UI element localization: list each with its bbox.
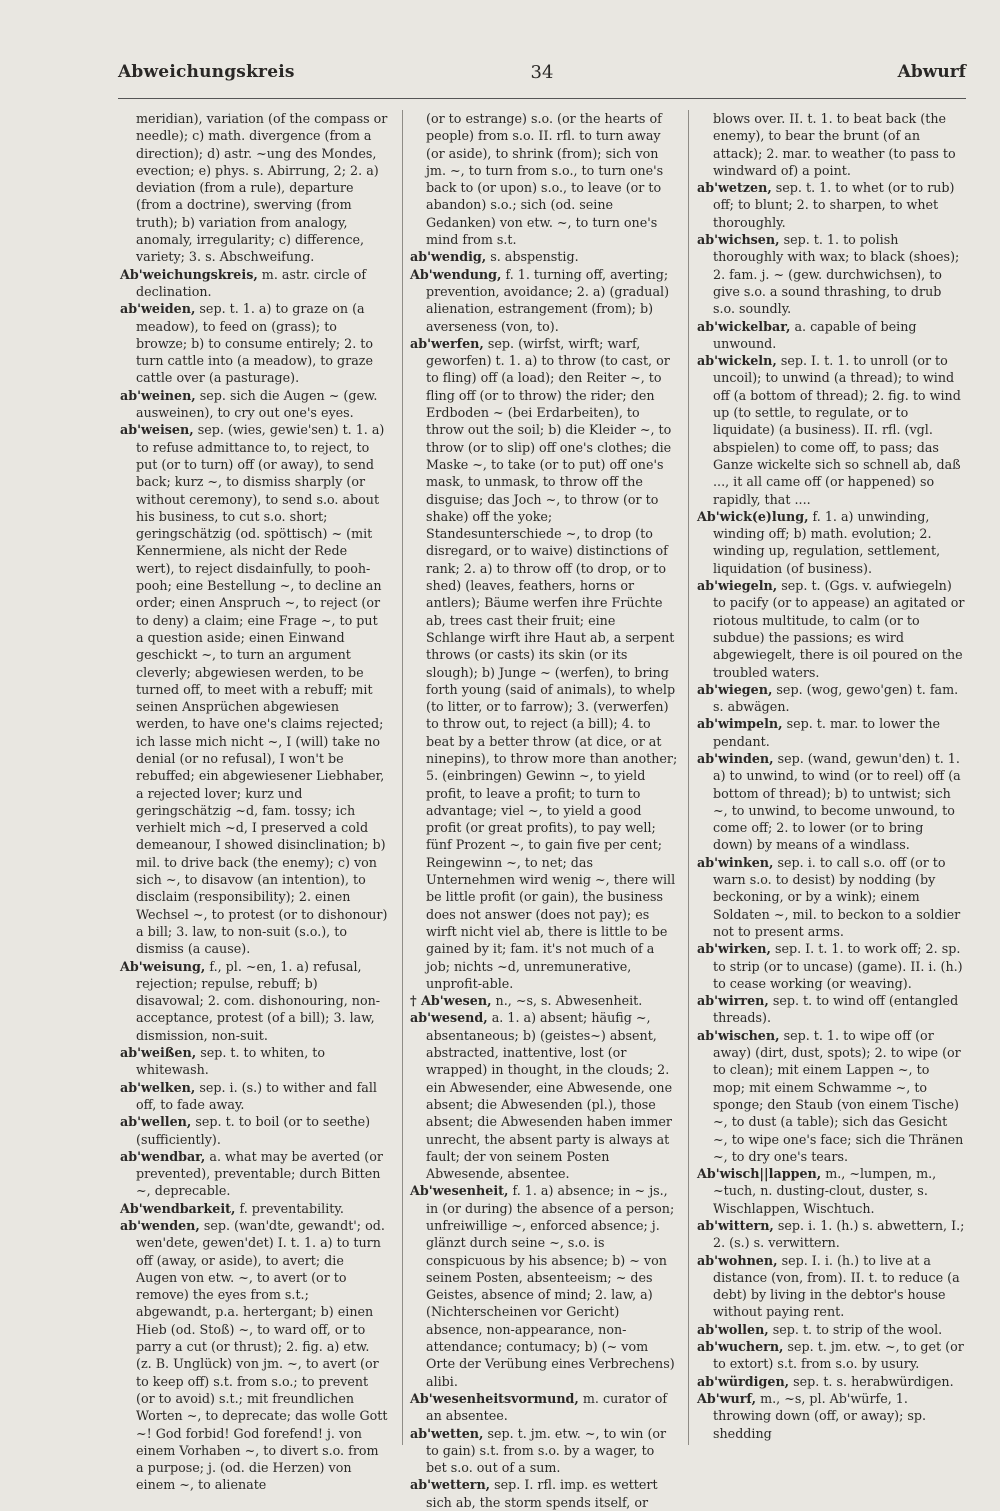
header-rule bbox=[118, 98, 966, 99]
dictionary-entry bbox=[697, 1321, 965, 1338]
entry-definition: m., ~lumpen, m., ~tuch, n. dusting-clout, duster, s. Wischlappen, Wischtuch. bbox=[713, 1166, 937, 1216]
entry-continuation bbox=[120, 110, 388, 266]
column-divider bbox=[402, 110, 403, 1445]
entry-definition: sep. t. 1. to whet (or to rub) off; to blunt; 2. to sharpen, to whet thoroughly. bbox=[713, 180, 955, 230]
page-header bbox=[118, 62, 966, 92]
dictionary-entry bbox=[697, 577, 965, 681]
entry-headword: ab'wickeln, bbox=[697, 353, 777, 369]
running-head-right: Abwurf bbox=[897, 62, 966, 82]
entry-headword: ab'wendig, bbox=[410, 249, 487, 265]
entry-headword: ab'werfen, bbox=[410, 335, 484, 351]
dictionary-entry bbox=[410, 992, 678, 1009]
entry-definition: meridian), variation (of the compass or needle); c) math. divergence (from a direction); d) astr. ~ung des Mondes, evection; e) phys. s. Abirrung, 2; 2. a) deviation (from a rule), departure (from a doctrine), swerving (from truth); b) variation from analogy, anomaly, irregularity; c) difference, variety; 3. s. Abschweifung. bbox=[136, 111, 388, 265]
dictionary-entry bbox=[697, 352, 965, 508]
dictionary-entry bbox=[697, 940, 965, 992]
dictionary-entry bbox=[120, 421, 388, 957]
entry-definition: sep. t. 1. a) to graze on (a meadow), to feed on (grass); to browze; b) to consume entirely; 2. to turn cattle into (a meadow), to graze cattle over (a pasturage). bbox=[136, 301, 374, 386]
entry-definition: sep. t. to strip of the wool. bbox=[768, 1321, 943, 1337]
entry-headword: Ab'wick(e)lung, bbox=[697, 508, 809, 524]
dictionary-entry bbox=[697, 750, 965, 854]
entry-headword: ab'wohnen, bbox=[697, 1252, 778, 1268]
entry-headword: ab'wichsen, bbox=[697, 232, 780, 248]
dictionary-entry bbox=[697, 992, 965, 1027]
entry-definition: m., ~s, pl. Ab'würfe, 1. throwing down (off, or away); sp. shedding bbox=[713, 1390, 927, 1441]
entry-headword: † Ab'wesen, bbox=[410, 993, 492, 1009]
dictionary-entry bbox=[120, 266, 388, 301]
dictionary-entry bbox=[120, 1200, 388, 1217]
entry-definition: sep. (wand, gewun'den) t. 1. a) to unwind, to wind (or to reel) off (a bottom of thread); b) to untwist; sich ~, to unwind, to become unwound, to come off; 2. to lower (or to bring down) by means of a windlass. bbox=[713, 750, 961, 853]
dictionary-entry bbox=[120, 1217, 388, 1494]
entry-definition: sep. (wies, gewie'sen) t. 1. a) to refuse admittance to, to reject, to put (or to turn) off (or away), to send back; kurz ~, to dismiss sharply (or without ceremony), to send s.o. about his business, to cut s.o. short; geringschätzig (od. spöttisch) ~ (mit Kennermiene, als nicht der Rede wert), to reject disdainfully, to pooh-pooh; eine Bestellung ~, to decline an order; einen Anspruch ~, to reject (or to deny) a claim; eine Frage ~, to put a question aside; einen Einwand geschickt ~, to turn an argument cleverly; abgewiesen werden, to be turned off, to meet with a rebuff; mit seinen Ansprüchen abgewiesen werden, to have one's claims rejected; ich lasse mich nicht ~, I (will) take no denial (or no refusal), I won't be rebuffed; ein abgewiesener Liebhaber, a rejected lover; kurz und geringschätzig ~d, fam. tossy; ich verhielt mich ~d, I preserved a cold demeanour, I showed disinclination; b) mil. to drive back (the enemy); c) von sich ~, to disavow (an intention), to disclaim (responsibility); 2. einen Wechsel ~, to protest (or to dishonour) a bill; 3. law, to non-suit (s.o.), to dismiss (a cause). bbox=[136, 422, 388, 957]
entry-headword: ab'würdigen, bbox=[697, 1373, 790, 1389]
entry-definition: sep. (wog, gewo'gen) t. fam. s. abwägen. bbox=[713, 681, 959, 715]
dictionary-entry bbox=[410, 266, 678, 335]
entry-definition: sep. t. 1. to polish thoroughly with wax; to black (shoes); 2. fam. j. ~ (gew. durchwichsen), to give s.o. a sound thrashing, to drub s.o. soundly. bbox=[713, 232, 960, 317]
dictionary-entry bbox=[120, 300, 388, 386]
dictionary-entry bbox=[697, 318, 965, 353]
running-head-left: Abweichungskreis bbox=[118, 62, 295, 82]
entry-headword: ab'wirren, bbox=[697, 993, 769, 1009]
entry-definition: sep. sich die Augen ~ (gew. ausweinen), to cry out one's eyes. bbox=[136, 387, 378, 421]
entry-headword: Ab'wendbarkeit, bbox=[120, 1200, 236, 1216]
dictionary-entry bbox=[697, 179, 965, 231]
entry-headword: Ab'wurf, bbox=[697, 1390, 757, 1406]
entry-definition: (or to estrange) s.o. (or the hearts of people) from s.o. II. rfl. to turn away (or aside), to shrink (from); sich von jm. ~, to turn from s.o., to turn one's back to (or upon) s.o., to leave (or to abandon) s.o.; sich (od. seine Gedanken) von etw. ~, to turn one's mind from s.t. bbox=[426, 111, 664, 248]
column-2 bbox=[410, 110, 678, 1510]
entry-headword: ab'wittern, bbox=[697, 1218, 774, 1233]
dictionary-entry bbox=[120, 958, 388, 1044]
entry-headword: ab'wischen, bbox=[697, 1027, 780, 1043]
entry-definition: m. curator of an absentee. bbox=[426, 1390, 668, 1424]
entry-headword: ab'winden, bbox=[697, 750, 774, 766]
dictionary-entry bbox=[410, 335, 678, 992]
entry-definition: sep. t. to whiten, to whitewash. bbox=[136, 1045, 326, 1078]
dictionary-entry bbox=[697, 1338, 965, 1373]
entry-definition: sep. (wan'dte, gewandt'; od. wen'dete, gewen'det) I. t. 1. a) to turn off (away, or aside), to avert; die Augen von etw. ~, to avert (or to remove) the eyes from s.t.; abgewandt, p.a. hertergant; b) einen Hieb (od. Stoß) ~, to ward off, or to parry a cut (or thrust); 2. fig. a) etw. (z. B. Unglück) von jm. ~, to avert (or to keep off) s.t. from s.o.; to prevent (or to avoid) s.t.; mit freundlichen Worten ~, to deprecate; das wolle Gott ~! God forbid! God forefend! j. von einem Vorhaben ~, to divert s.o. from a purpose; j. (od. die Herzen) von einem ~, to alienate bbox=[136, 1218, 388, 1493]
entry-headword: ab'wimpeln, bbox=[697, 716, 783, 732]
entry-headword: ab'welken, bbox=[120, 1079, 196, 1095]
entry-definition: f. preventability. bbox=[235, 1200, 344, 1216]
entry-definition: sep. t. jm. etw. ~, to win (or to gain) s.t. from s.o. by a wager, to bet s.o. out of a sum. bbox=[426, 1425, 667, 1476]
entry-headword: ab'wiegen, bbox=[697, 681, 773, 697]
entry-headword: ab'wuchern, bbox=[697, 1339, 784, 1355]
dictionary-entry bbox=[410, 1476, 678, 1511]
entry-continuation bbox=[697, 110, 965, 179]
entry-definition: f. 1. a) unwinding, winding off; b) math. evolution; 2. winding up, regulation, settlement, liquidation (of business). bbox=[713, 508, 941, 576]
dictionary-entry bbox=[697, 1027, 965, 1165]
dictionary-entry bbox=[697, 681, 965, 716]
dictionary-entry bbox=[410, 1182, 678, 1390]
entry-definition: a. 1. a) absent; häufig ~, absentaneous; b) (geistes~) absent, abstracted, inattentive, lost (or wrapped) in thought, in the clouds; 2. ein Abwesender, eine Abwesende, one absent; die Abwesenden (pl.), those absent; die Abwesenden haben immer unrecht, the absent party is always at fault; der von seinem Posten Abwesende, absentee. bbox=[426, 1010, 673, 1182]
column-1 bbox=[120, 110, 388, 1493]
entry-headword: ab'wiegeln, bbox=[697, 578, 778, 594]
column-divider bbox=[688, 110, 689, 1445]
entry-definition: sep. t. jm. etw. ~, to get (or to extort) s.t. from s.o. by usury. bbox=[713, 1339, 964, 1372]
entry-definition: s. abspenstig. bbox=[486, 249, 579, 265]
dictionary-entry bbox=[120, 1148, 388, 1200]
entry-definition: m. astr. circle of declination. bbox=[136, 266, 367, 299]
entry-definition: sep. t. s. herabwürdigen. bbox=[789, 1373, 954, 1389]
dictionary-entry bbox=[120, 1044, 388, 1079]
dictionary-entry bbox=[697, 854, 965, 940]
entry-headword: Ab'wesenheit, bbox=[410, 1183, 509, 1199]
entry-definition: f. 1. turning off, averting; prevention, avoidance; 2. a) (gradual) alienation, estrangement (from); b) averseness (von, to). bbox=[426, 266, 670, 334]
entry-definition: a. what may be averted (or prevented), preventable; durch Bitten ~, deprecable. bbox=[136, 1148, 383, 1199]
entry-headword: ab'weißen, bbox=[120, 1045, 197, 1061]
entry-definition: sep. t. mar. to lower the pendant. bbox=[713, 716, 941, 749]
entry-headword: ab'weiden, bbox=[120, 301, 196, 317]
dictionary-entry bbox=[120, 387, 388, 422]
entry-definition: sep. t. 1. to wipe off (or away) (dirt, dust, spots); 2. to wipe (or to clean); mit einem Lappen ~, to mop; mit einem Schwamme ~, to sponge; den Staub (von einem Tische) ~, to dust (a table); sich das Gesicht ~, to wipe one's face; sich die Thränen ~, to dry one's tears. bbox=[713, 1027, 964, 1164]
column-3 bbox=[697, 110, 965, 1450]
entry-definition: sep. I. t. 1. to unroll (or to uncoil); to unwind (a thread); to wind off (a bottom of thread); 2. fig. to wind up (to settle, to regulate, or to liquidate) (a business). II. rfl. (vgl. abspielen) to come off, to pass; das Ganze wickelte sich so schnell ab, daß ..., it all came off (or happened) so rapidly, that .... bbox=[713, 353, 961, 507]
entry-headword: ab'wetzen, bbox=[697, 180, 772, 196]
entry-definition: sep. (wirfst, wirft; warf, geworfen) t. 1. a) to throw (to cast, or to fling) off (a load); den Reiter ~, to fling off (or to throw) the rider; den Erdboden ~ (bei Erdarbeiten), to throw out the soil; b) die Kleider ~, to throw (or to slip) off one's clothes; die Maske ~, to take (or to put) off one's mask, to unmask, to throw off the disguise; das Joch ~, to throw (or to shake) off the yoke; Standesunterschiede ~, to drop (to disregard, or to waive) distinctions of rank; 2. a) to throw off (to drop, or to shed) (leaves, feathers, horns or antlers); Bäume werfen ihre Früchte ab, trees cast their fruit; eine Schlange wirft ihre Haut ab, a serpent throws (or casts) its skin (or its slough); b) Junge ~ (werfen), to bring forth young (said of animals), to whelp (to litter, or to farrow); 3. (verwerfen) to throw out, to reject (a bill); 4. to beat by a better throw (at dice, or at ninepins), to throw more than another; 5. (einbringen) Gewinn ~, to yield profit, to leave a profit; to turn to advantage; viel ~, to yield a good profit (or great profits), to pay well; fünf Prozent ~, to gain five per cent; Reingewinn ~, to net; das Unternehmen wird wenig ~, there will be little profit (or gain), the business does not answer (does not pay); es wirft nicht viel ab, there is little to be gained by it; fam. it's not much of a job; nichts ~d, unremunerative, unprofit-able. bbox=[426, 335, 678, 991]
entry-definition: sep. t. to boil (or to seethe) (sufficiently). bbox=[136, 1114, 371, 1147]
entry-headword: ab'wirken, bbox=[697, 941, 771, 957]
dictionary-entry bbox=[697, 1252, 965, 1321]
dictionary-entry bbox=[697, 715, 965, 750]
entry-definition: sep. I. rfl. imp. es wettert sich ab, the storm spends itself, or bbox=[426, 1477, 658, 1510]
dictionary-entry bbox=[697, 231, 965, 317]
page-number: 34 bbox=[530, 62, 554, 83]
entry-headword: ab'wollen, bbox=[697, 1321, 769, 1337]
entry-headword: Ab'wesenheitsvormund, bbox=[410, 1390, 579, 1406]
entry-headword: ab'weinen, bbox=[120, 387, 196, 403]
entry-definition: sep. t. (Ggs. v. aufwiegeln) to pacify (or to appease) an agitated or riotous multitude, to calm (or to subdue) the passions; es wird abgewiegelt, there is oil poured on the troubled waters. bbox=[713, 578, 965, 680]
dictionary-entry bbox=[120, 1079, 388, 1114]
entry-definition: sep. I. i. (h.) to live at a distance (von, from). II. t. to reduce (a debt) by living in the debtor's house without paying rent. bbox=[713, 1252, 960, 1320]
entry-definition: f., pl. ~en, 1. a) refusal, rejection; repulse, rebuff; b) disavowal; 2. com. dishonouring, non-acceptance, protest (of a bill); 3. law, dismission, non-suit. bbox=[136, 958, 381, 1043]
dictionary-entry bbox=[697, 508, 965, 577]
entry-definition: n., ~s, s. Abwesenheit. bbox=[491, 993, 643, 1009]
entry-headword: ab'wesend, bbox=[410, 1010, 488, 1026]
entry-continuation bbox=[410, 110, 678, 248]
entry-headword: ab'wetten, bbox=[410, 1425, 484, 1441]
entry-definition: sep. i. (s.) to wither and fall off, to fade away. bbox=[136, 1079, 377, 1112]
entry-definition: sep. i. to call s.o. off (or to warn s.o. to desist) by nodding (by beckoning, or by a wink); einem Soldaten ~, mil. to beckon to a soldier not to present arms. bbox=[713, 854, 961, 939]
entry-headword: ab'winken, bbox=[697, 854, 774, 870]
dictionary-entry bbox=[410, 1425, 678, 1477]
entry-definition: a. capable of being unwound. bbox=[713, 318, 917, 351]
entry-headword: ab'wendbar, bbox=[120, 1148, 206, 1164]
dictionary-entry bbox=[697, 1373, 965, 1390]
entry-headword: ab'weisen, bbox=[120, 422, 194, 438]
dictionary-entry bbox=[697, 1217, 965, 1252]
entry-headword: Ab'wendung, bbox=[410, 266, 502, 282]
entry-headword: ab'wettern, bbox=[410, 1477, 491, 1493]
entry-headword: ab'wellen, bbox=[120, 1114, 192, 1130]
entry-definition: sep. i. 1. (h.) s. abwettern, I.; 2. (s.) s. verwittern. bbox=[713, 1218, 965, 1251]
dictionary-entry bbox=[120, 1113, 388, 1148]
dictionary-entry bbox=[410, 248, 678, 265]
entry-headword: Ab'wisch||lappen, bbox=[697, 1166, 822, 1182]
entry-headword: ab'wenden, bbox=[120, 1218, 200, 1233]
dictionary-entry bbox=[410, 1390, 678, 1425]
entry-headword: Ab'weisung, bbox=[120, 958, 206, 974]
dictionary-entry bbox=[697, 1165, 965, 1217]
entry-definition: f. 1. a) absence; in ~ js., in (or during) the absence of a person; unfreiwillige ~, enforced absence; j. glänzt durch seine ~, s.o. is conspicuous by his absence; b) ~ von seinem Posten, absenteeism; ~ des Geistes, absence of mind; 2. law, a) (Nichterscheinen vor Gericht) absence, non-appearance, non-attendance; contumacy; b) (~ vom Orte der Verübung eines Verbrechens) alibi. bbox=[426, 1183, 675, 1389]
dictionary-entry bbox=[410, 1009, 678, 1182]
dictionary-entry bbox=[697, 1390, 965, 1442]
entry-definition: sep. I. t. 1. to work off; 2. sp. to strip (or to uncase) (game). II. i. (h.) to cease working (or weaving). bbox=[713, 941, 963, 991]
entry-definition: sep. t. to wind off (entangled threads). bbox=[713, 993, 959, 1026]
entry-definition: blows over. II. t. 1. to beat back (the enemy), to bear the brunt (of an attack); 2. mar. to weather (to pass to windward of) a point. bbox=[713, 111, 956, 178]
entry-headword: Ab'weichungskreis, bbox=[120, 266, 258, 282]
entry-headword: ab'wickelbar, bbox=[697, 318, 791, 334]
